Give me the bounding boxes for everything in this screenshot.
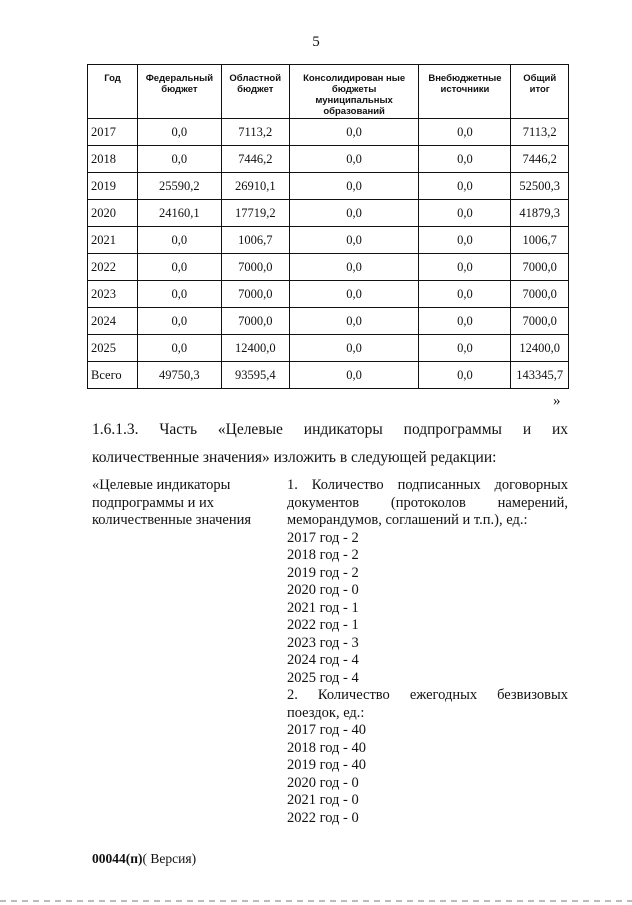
budget-table-body <box>88 119 569 389</box>
table-row <box>88 227 569 254</box>
indicator-year-value: 2022 год - 0 <box>287 809 359 826</box>
paragraph-word: «Целевые <box>217 421 283 438</box>
table-cell: 0,0 <box>289 308 419 335</box>
table-cell: 93595,4 <box>221 362 289 389</box>
table-cell: 7113,2 <box>221 119 289 146</box>
indicators-values-column <box>287 477 568 827</box>
table-row <box>88 146 569 173</box>
indicator-year-value: 2020 год - 0 <box>287 774 359 791</box>
indicator-year-value: 2019 год - 2 <box>287 564 359 581</box>
page-number: 5 <box>312 34 320 50</box>
indicator-year-value: 2017 год - 40 <box>287 722 366 738</box>
indicator-year-value: 2019 год - 40 <box>287 757 366 773</box>
closing-quote: » <box>553 393 561 409</box>
table-cell: 7446,2 <box>511 146 569 173</box>
table-cell: 143345,7 <box>511 362 569 389</box>
table-cell: 0,0 <box>289 173 419 200</box>
paragraph-word: их <box>551 421 568 438</box>
table-cell: 0,0 <box>138 308 222 335</box>
table-cell: 0,0 <box>289 146 419 173</box>
paragraph-word: подпрограммы <box>403 421 502 438</box>
table-cell: 7113,2 <box>511 119 569 146</box>
indicator-year-value: 2018 год - 40 <box>287 739 366 756</box>
table-cell: 0,0 <box>419 146 511 173</box>
table-cell: 2022 <box>88 254 138 281</box>
table-row <box>88 335 569 362</box>
table-row <box>88 200 569 227</box>
indicators-title-line: количественные значения <box>92 512 252 528</box>
table-cell: 0,0 <box>289 119 419 146</box>
table-row <box>88 119 569 146</box>
indicators-title-line: «Целевые индикаторы <box>92 477 231 493</box>
table-header-cell: Консолидирован ные бюджеты муниципальных образований <box>289 65 419 119</box>
table-cell: 2024 <box>88 308 138 335</box>
table-cell: 0,0 <box>289 362 419 389</box>
table-cell: 0,0 <box>138 254 222 281</box>
indicator-year-value: 2022 год - 1 <box>287 617 359 633</box>
table-row <box>88 308 569 335</box>
table-cell: 0,0 <box>138 146 222 173</box>
indicator-text-line: меморандумов, соглашений и т.п.), ед.: <box>287 512 528 528</box>
table-cell: 0,0 <box>138 335 222 362</box>
table-cell: 2023 <box>88 281 138 308</box>
table-cell: 7000,0 <box>511 254 569 281</box>
table-cell: 49750,3 <box>138 362 222 389</box>
table-cell: 0,0 <box>419 119 511 146</box>
indicators-title-column <box>92 477 270 530</box>
table-cell: 1006,7 <box>511 227 569 254</box>
table-cell: 0,0 <box>419 362 511 389</box>
indicator-year-value: 2021 год - 0 <box>287 792 359 808</box>
indicator-text-line: 2. Количество ежегодных безвизовых <box>287 687 568 703</box>
table-cell: 17719,2 <box>221 200 289 227</box>
table-cell: 0,0 <box>289 227 419 254</box>
table-cell: 0,0 <box>419 281 511 308</box>
indicator-text-line: 1. Количество подписанных договорных <box>287 477 568 493</box>
document-footer <box>92 851 196 867</box>
table-cell: 0,0 <box>419 335 511 362</box>
document-code: 00044(п) <box>92 851 143 866</box>
table-cell: 1006,7 <box>221 227 289 254</box>
table-cell: 7000,0 <box>221 281 289 308</box>
table-row <box>88 362 569 389</box>
table-row <box>88 173 569 200</box>
amendment-paragraph-line2: количественные значения» изложить в следующей редакции: <box>92 449 497 466</box>
table-cell: 0,0 <box>419 173 511 200</box>
document-version: ( Версия) <box>142 851 197 866</box>
indicator-year-value: 2017 год - 2 <box>287 529 359 546</box>
table-cell: 2021 <box>88 227 138 254</box>
paragraph-word: и <box>522 421 532 438</box>
table-cell: 0,0 <box>419 200 511 227</box>
table-cell: 0,0 <box>289 281 419 308</box>
table-header-cell: Год <box>88 65 138 119</box>
table-header-cell: Федеральный бюджет <box>138 65 222 119</box>
table-cell: 12400,0 <box>221 335 289 362</box>
table-cell: 24160,1 <box>138 200 222 227</box>
budget-table <box>87 64 569 389</box>
indicator-text-line: поездок, ед.: <box>287 704 365 721</box>
table-cell: 2018 <box>88 146 138 173</box>
indicator-year-value: 2018 год - 2 <box>287 547 359 563</box>
table-cell: 2020 <box>88 200 138 227</box>
indicator-year-value: 2020 год - 0 <box>287 582 359 598</box>
table-cell: 0,0 <box>289 335 419 362</box>
table-row <box>88 254 569 281</box>
table-cell: 41879,3 <box>511 200 569 227</box>
table-cell: 7000,0 <box>511 281 569 308</box>
table-cell: 25590,2 <box>138 173 222 200</box>
indicators-title-line: подпрограммы и их <box>92 494 214 511</box>
table-cell: 0,0 <box>419 227 511 254</box>
table-cell: 0,0 <box>419 308 511 335</box>
budget-table-head <box>88 65 569 119</box>
table-cell: 0,0 <box>138 281 222 308</box>
table-cell: 7000,0 <box>221 254 289 281</box>
table-header-cell: Областной бюджет <box>221 65 289 119</box>
paragraph-word: 1.6.1.3. <box>92 421 139 438</box>
table-header-cell: Внебюджетные источники <box>419 65 511 119</box>
table-cell: 2017 <box>88 119 138 146</box>
table-cell: 0,0 <box>419 254 511 281</box>
table-header-cell: Общий итог <box>511 65 569 119</box>
table-cell: 0,0 <box>289 200 419 227</box>
table-cell: 0,0 <box>138 119 222 146</box>
paragraph-word: индикаторы <box>303 421 383 438</box>
table-cell: 7000,0 <box>511 308 569 335</box>
indicator-year-value: 2023 год - 3 <box>287 634 359 651</box>
table-cell: 12400,0 <box>511 335 569 362</box>
table-row <box>88 281 569 308</box>
table-cell: 7446,2 <box>221 146 289 173</box>
table-cell: 2019 <box>88 173 138 200</box>
table-cell: 2025 <box>88 335 138 362</box>
indicator-year-value: 2024 год - 4 <box>287 652 359 668</box>
indicator-year-value: 2025 год - 4 <box>287 669 359 686</box>
scan-edge-line <box>0 900 632 902</box>
indicator-year-value: 2021 год - 1 <box>287 599 359 616</box>
table-cell: 0,0 <box>138 227 222 254</box>
table-cell: 26910,1 <box>221 173 289 200</box>
amendment-paragraph-line1 <box>92 420 568 440</box>
table-cell: 0,0 <box>289 254 419 281</box>
indicator-text-line: документов (протоколов намерений, <box>287 494 568 511</box>
table-cell: 52500,3 <box>511 173 569 200</box>
table-cell: 7000,0 <box>221 308 289 335</box>
table-header-row <box>88 65 569 119</box>
paragraph-word: Часть <box>159 421 198 438</box>
table-cell: Всего <box>88 362 138 389</box>
